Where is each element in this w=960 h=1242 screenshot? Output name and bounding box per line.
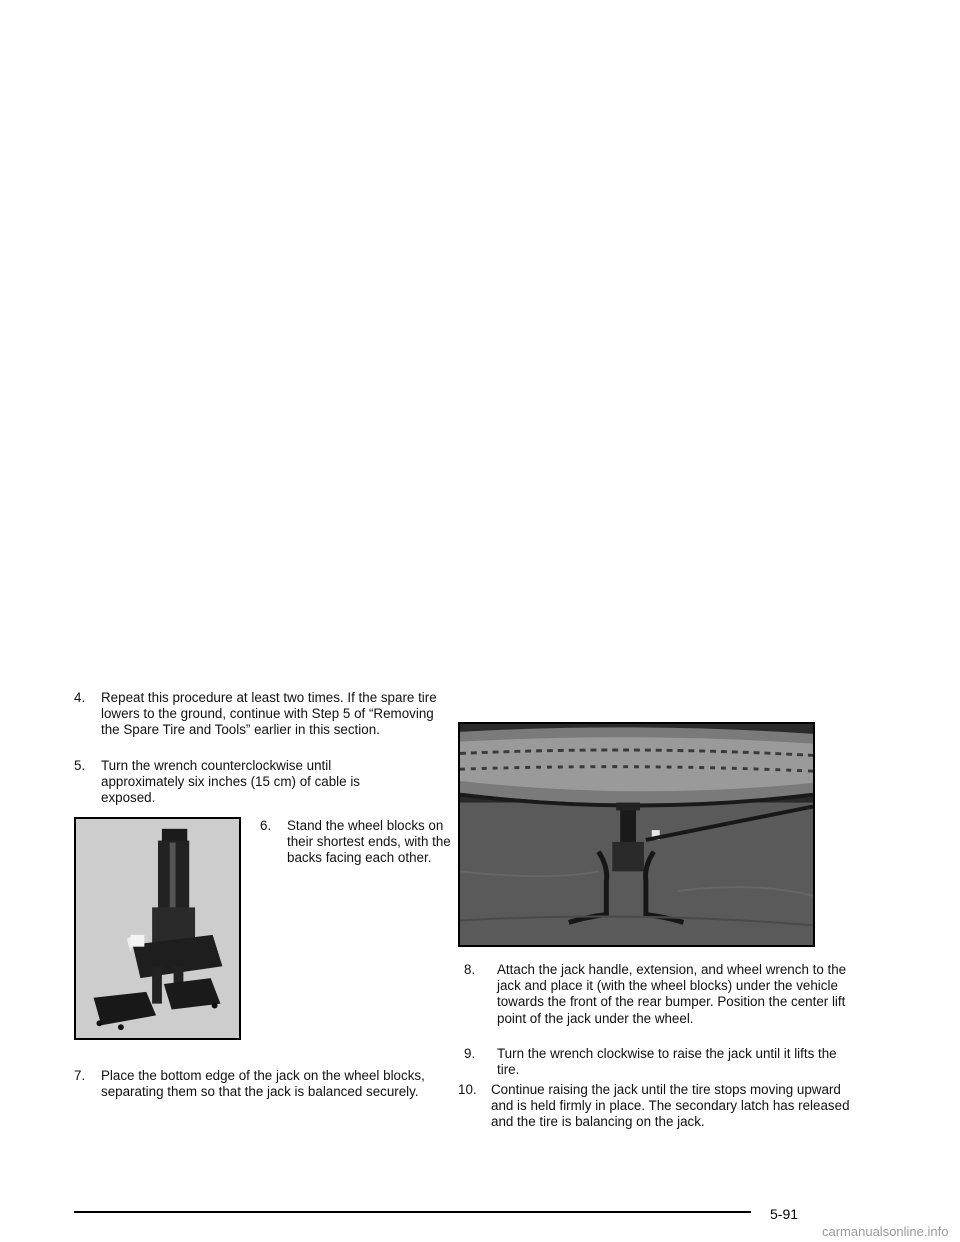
step-5-text: Turn the wrench counterclockwise until approximately six inches (15 cm) of cable is exposed. bbox=[101, 758, 360, 806]
step-10-number: 10. bbox=[458, 1082, 477, 1097]
step-9-number: 9. bbox=[464, 1046, 476, 1061]
step-5-number: 5. bbox=[74, 758, 86, 773]
step-9-text: Turn the wrench clockwise to raise the jack until it lifts the tire. bbox=[497, 1046, 837, 1078]
step-6 bbox=[260, 818, 469, 867]
jack-illustration-svg bbox=[76, 819, 239, 1038]
step-8-number: 8. bbox=[464, 962, 476, 977]
page-number: 5-91 bbox=[770, 1206, 799, 1222]
step-4 bbox=[74, 690, 446, 739]
step-6-text: Stand the wheel blocks on their shortest ends, with the backs facing each other. bbox=[287, 818, 451, 866]
watermark: carmanualsonline.info bbox=[822, 1224, 949, 1239]
jack-on-wheel-blocks-illustration bbox=[74, 817, 241, 1040]
footer-rule bbox=[74, 1211, 751, 1213]
step-8 bbox=[464, 962, 853, 1027]
step-5 bbox=[74, 758, 401, 807]
step-6-number: 6. bbox=[260, 818, 272, 833]
jack-lifting-spare-tire-photo bbox=[458, 722, 815, 947]
step-9 bbox=[464, 1046, 843, 1078]
step-7 bbox=[74, 1068, 446, 1100]
step-8-text: Attach the jack handle, extension, and wheel wrench to the jack and place it (with the wheel blocks) under the vehicle towards the front of the rear bumper. Position the center lift point of the jack under the wheel. bbox=[497, 962, 847, 1026]
step-4-number: 4. bbox=[74, 690, 86, 705]
step-4-text: Repeat this procedure at least two times. If the spare tire lowers to the ground, continue with Step 5 of “Removing the Spare Tire and Tools” earlier in this section. bbox=[101, 690, 437, 738]
step-10 bbox=[458, 1082, 853, 1131]
step-7-number: 7. bbox=[74, 1068, 86, 1083]
tire-photo-svg bbox=[460, 724, 813, 945]
step-7-text: Place the bottom edge of the jack on the wheel blocks, separating them so that the jack is balanced securely. bbox=[101, 1068, 425, 1100]
step-10-text: Continue raising the jack until the tire stops moving upward and is held firmly in place. The secondary latch has released and the tire is balancing on the jack. bbox=[491, 1082, 850, 1130]
